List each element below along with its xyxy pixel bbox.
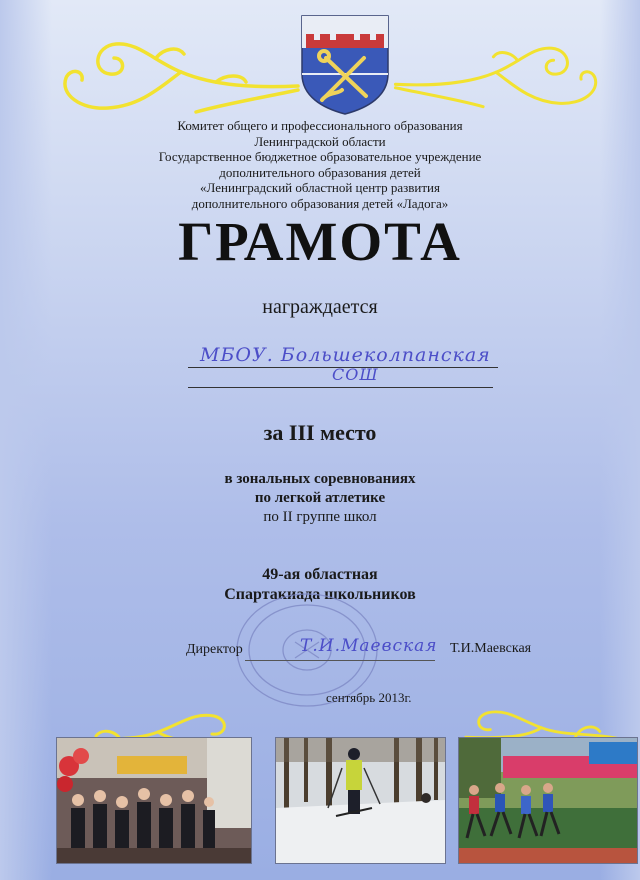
photo-cheerleaders [56,737,252,864]
photo-ski-race [275,737,446,864]
issuer-line: Ленинградской области [254,133,386,149]
ornament-top-right [392,28,612,120]
issuer-block [0,118,640,211]
recipient-underline-2 [188,387,493,388]
ornament-top-left [46,28,302,120]
place-text: за III место [263,420,377,445]
issuer-line: дополнительного образования детей [219,164,421,180]
recipient-line-1: МБОУ. Большеколпанская [200,344,491,366]
recipient-line-2: СОШ [332,365,379,384]
issue-date: сентябрь 2013г. [326,690,412,705]
issuer-line: дополнительного образования детей «Ладога» [191,195,449,211]
issuer-line: «Ленинградский областной центр развития [200,180,440,195]
awarded-label: награждается [262,296,378,318]
competition-line: по II группе школ [263,509,377,525]
signature-line [245,660,435,661]
handwritten-signature: Т.И.Маевская [300,636,438,656]
photo-running-track [458,737,638,864]
competition-line: в зональных соревнованиях [224,471,416,487]
competition-line: по легкой атлетике [254,490,386,506]
spartakiad-line: Спартакиада школьников [224,586,416,603]
competition-block [0,470,640,527]
issuer-line: Государственное бюджетное образовательное учреждение [158,149,482,164]
director-name: Т.И.Маевская [450,641,532,656]
certificate-title: ГРАМОТА [178,211,462,272]
issuer-line: Комитет общего и профессионального образования [177,118,463,133]
director-role: Директор [186,642,243,657]
coat-of-arms-emblem [298,12,392,116]
spartakiad-line: 49-ая областная [262,566,378,583]
